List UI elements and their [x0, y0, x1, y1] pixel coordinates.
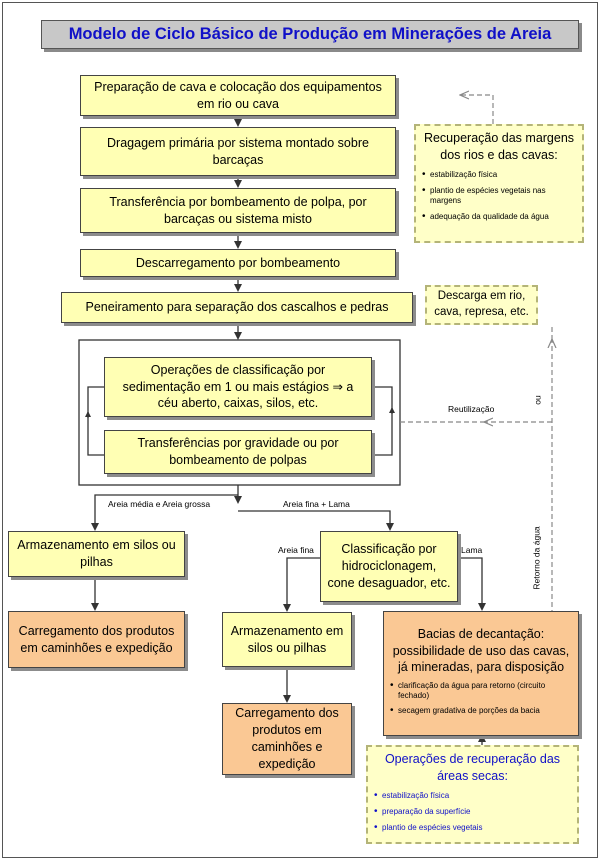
step-preparacao-cava: Preparação de cava e colocação dos equipamentos em rio ou cava: [80, 75, 396, 116]
bacias-item: • clarificação da água para retorno (circuito fechado): [390, 681, 572, 701]
step-transferencias-gravidade: Transferências por gravidade ou por bombeamento de polpas: [104, 430, 372, 474]
step-armazenamento-1: Armazenamento em silos ou pilhas: [8, 531, 185, 577]
recuperacao-secas-item: • preparação da superfície: [374, 807, 571, 817]
step-descarregamento: Descarregamento por bombeamento: [80, 249, 396, 277]
recuperacao-margens-head: Recuperação das margens dos rios e das cavas:: [423, 131, 575, 162]
step-dragagem-primaria: Dragagem primária por sistema montado sobre barcaças: [80, 127, 396, 176]
recuperacao-margens-list: [422, 170, 576, 222]
step-transferencia-bombeamento: Transferência por bombeamento de polpa, por barcaças ou sistema misto: [80, 188, 396, 233]
step-carregamento-1: Carregamento dos produtos em caminhões e expedição: [8, 611, 185, 668]
arrow-to-hidrociclonagem: [238, 511, 390, 529]
recuperacao-secas-head: Operações de recuperação das áreas secas:: [384, 752, 561, 783]
step-classificacao-sedimentacao: Operações de classificação por sedimentação em 1 ou mais estágios ⇒ a céu aberto, caixas, silos, etc.: [104, 357, 372, 417]
label-areia-media: Areia média e Areia grossa: [108, 499, 211, 509]
step-hidrociclonagem: Classificação por hidrociclonagem, cone desaguador, etc.: [320, 531, 458, 602]
arrow-to-bacias: [458, 558, 482, 609]
arrow-recuperacao-to-prep: [461, 95, 493, 124]
step-bacias-decantacao: [383, 611, 579, 736]
side-recuperacao-secas: [366, 745, 579, 844]
label-areia-fina-lama: Areia fina + Lama: [283, 499, 350, 509]
step-peneiramento: Peneiramento para separação dos cascalhos e pedras: [61, 292, 413, 323]
page-title: Modelo de Ciclo Básico de Produção em Minerações de Areia: [41, 20, 579, 49]
step-armazenamento-2: Armazenamento em silos ou pilhas: [222, 612, 352, 667]
recuperacao-margens-item: • plantio de espécies vegetais nas margens: [422, 186, 576, 206]
label-retorno-agua: Retorno da água: [531, 526, 542, 590]
arrow-to-armazenamento-2: [287, 558, 320, 610]
label-lama: Lama: [461, 545, 483, 555]
bacias-list: [390, 681, 572, 721]
label-areia-fina: Areia fina: [278, 545, 314, 555]
loop-left: [88, 387, 104, 455]
recuperacao-margens-item: • adequação da qualidade da água: [422, 212, 576, 222]
recuperacao-margens-item: • estabilização física: [422, 170, 576, 180]
step-carregamento-2: Carregamento dos produtos em caminhões e expedição: [222, 703, 352, 775]
label-reutilizacao: Reutilização: [448, 404, 495, 414]
bacias-item: • secagem gradativa de porções da bacia: [390, 706, 572, 716]
side-descarga: Descarga em rio, cava, represa, etc.: [425, 285, 538, 325]
label-ou: ou: [532, 395, 543, 405]
bacias-head: Bacias de decantação: possibilidade de uso das cavas, já mineradas, para disposição: [392, 626, 570, 675]
recuperacao-secas-item: • plantio de espécies vegetais: [374, 823, 571, 833]
recuperacao-secas-list: [374, 791, 571, 833]
recuperacao-secas-item: • estabilização física: [374, 791, 571, 801]
loop-right: [372, 387, 392, 455]
side-recuperacao-margens: [414, 124, 584, 243]
